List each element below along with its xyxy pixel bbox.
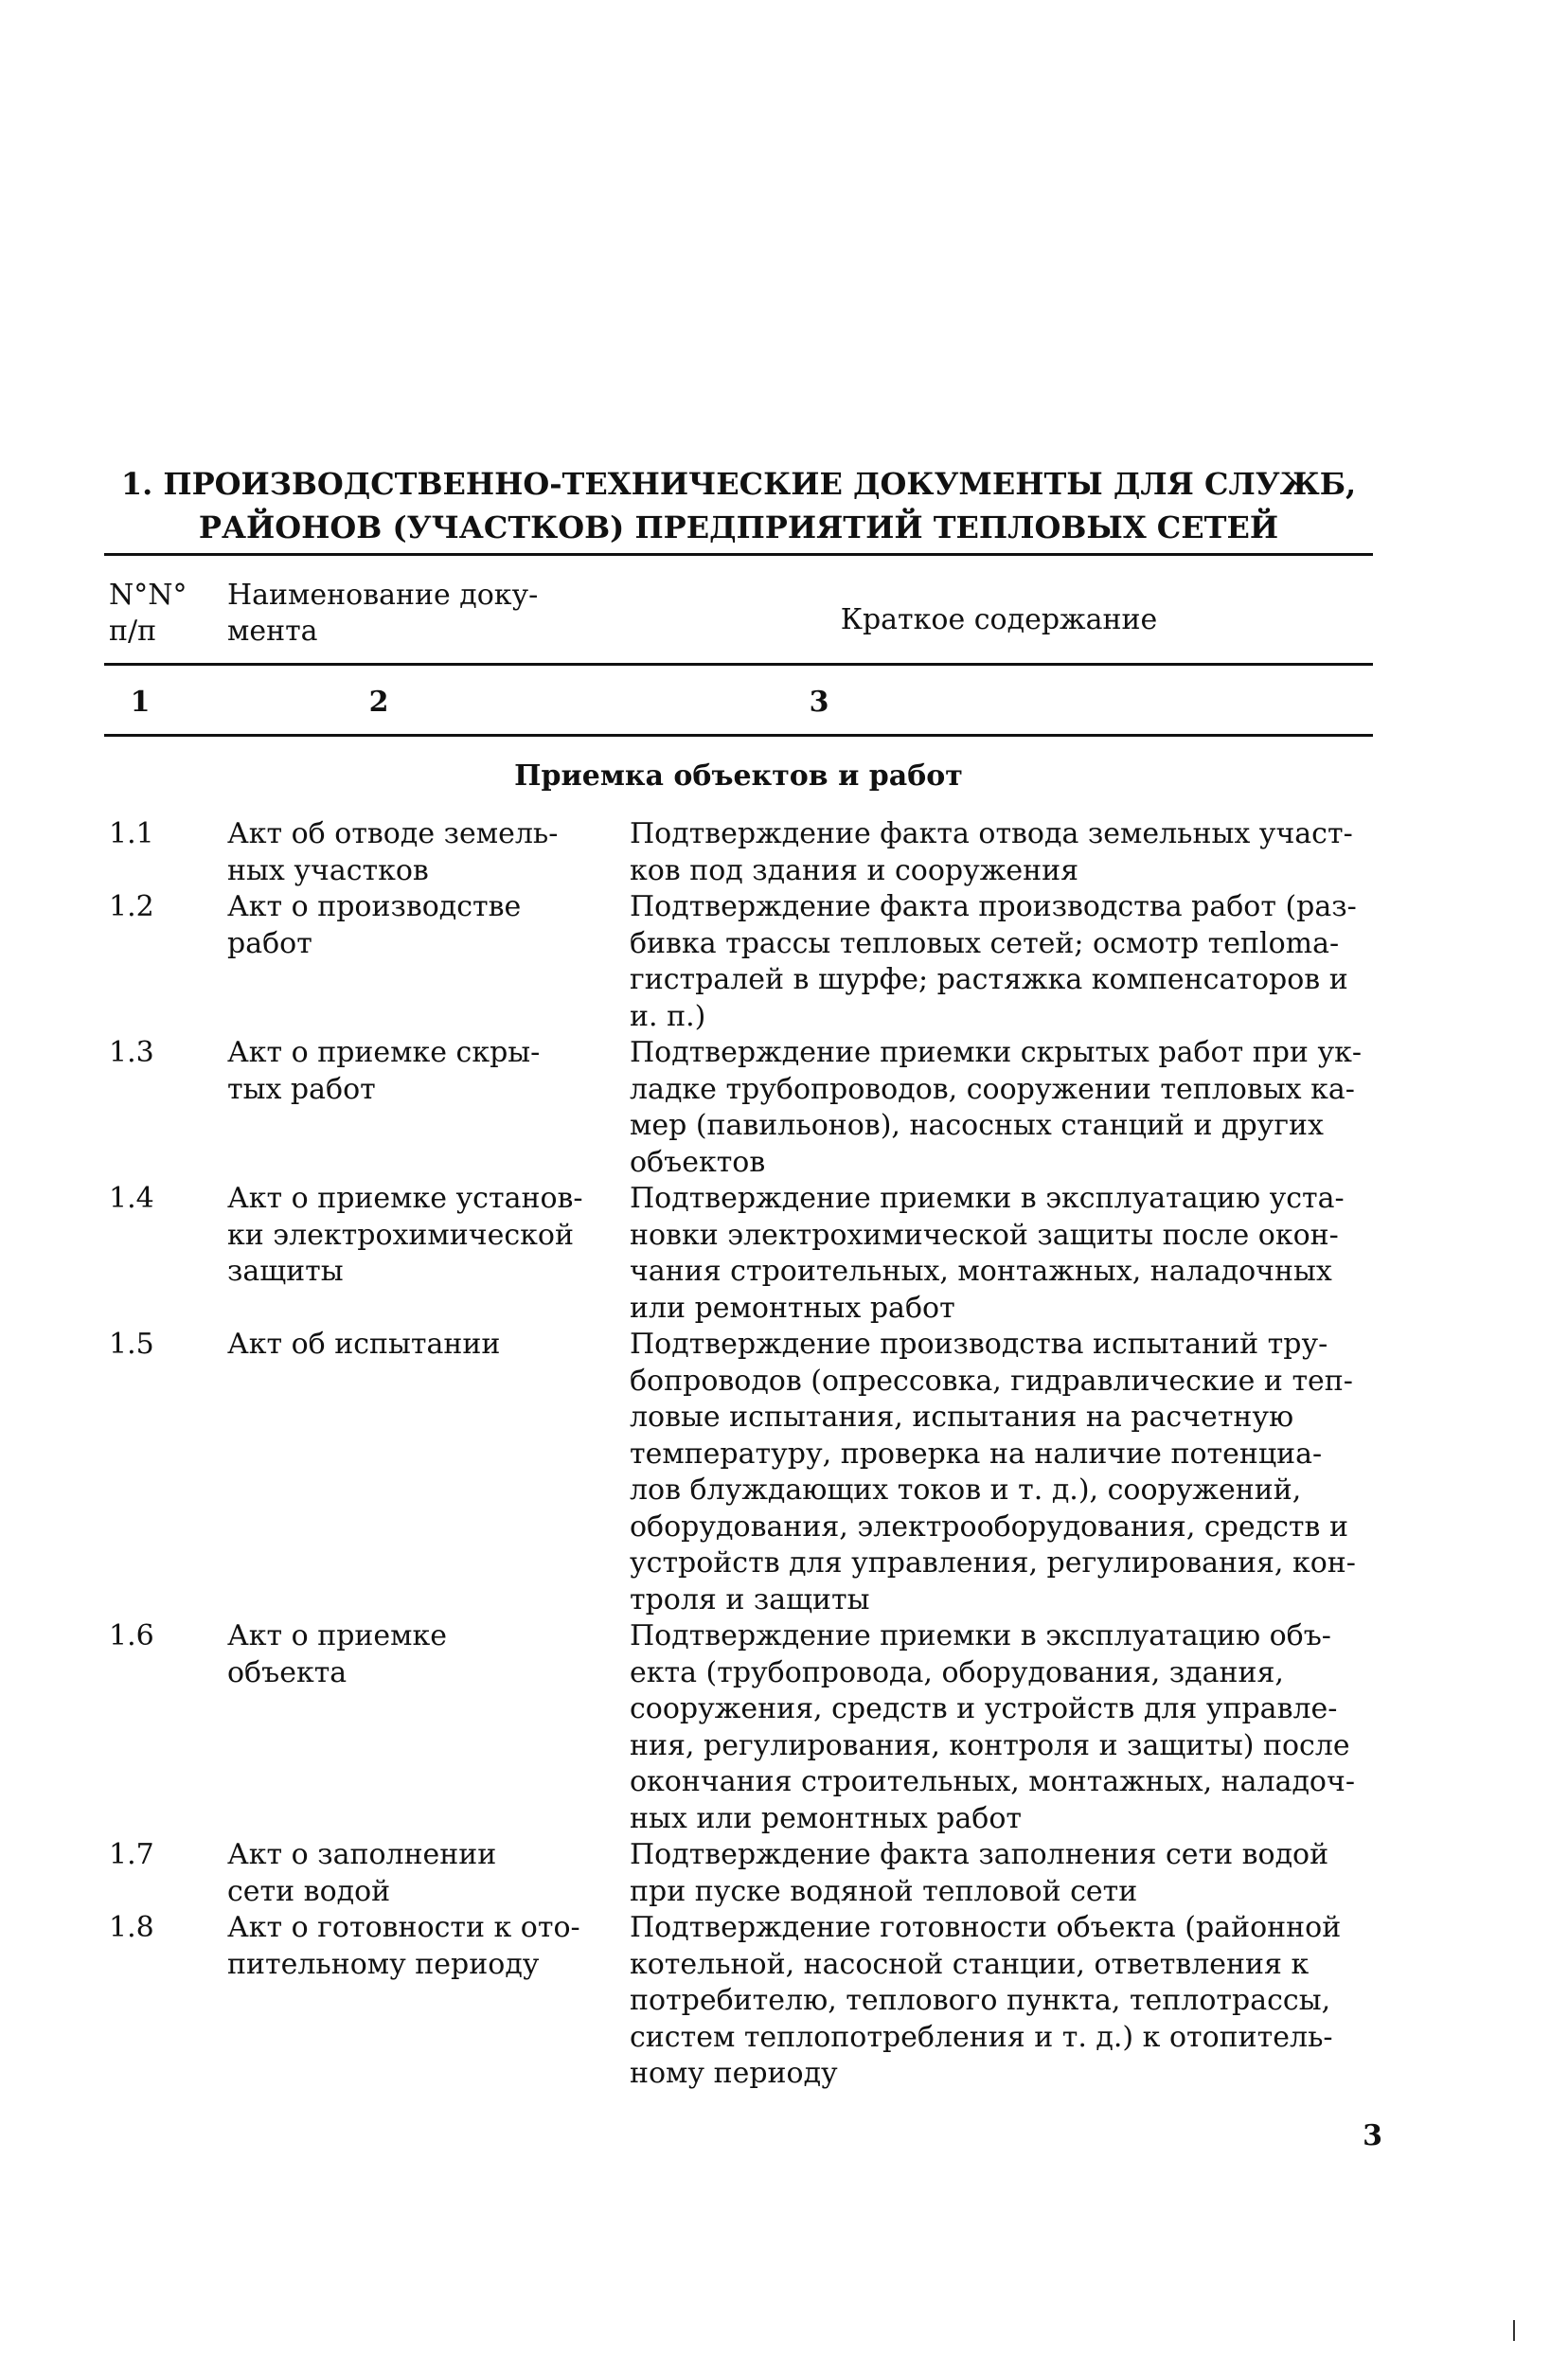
row-document-name: Акт об испытании <box>227 1328 501 1361</box>
row-content: Подтверждение приемки скрытых работ при ук- ладке трубопроводов, сооружении тепловых ка- мер (павильонов), насосных станций и других объектов <box>630 1036 1362 1179</box>
table-row <box>104 816 1373 889</box>
row-content: Подтверждение готовности объекта (районной котельной, насосной станции, ответвления к потребителю, теплового пункта, теплотрассы, систем теплопотребления и т. д.) к отопитель- ному периоду <box>630 1911 1342 2090</box>
table-row <box>104 1327 1373 1618</box>
row-number: 1.4 <box>109 1182 154 1215</box>
row-number: 1.8 <box>109 1911 154 1944</box>
row-content: Подтверждение факта заполнения сети водой при пуске водяной тепловой сети <box>630 1838 1329 1908</box>
table-body <box>104 816 1373 2093</box>
row-content: Подтверждение производства испытаний тру- бопроводов (опрессовка, гидравлические и теп- ловые испытания, испытания на расчетную температуру, проверка на наличие потенциа- лов блуждающих токов и т. д.), сооружений, оборудования, электрооборудования, средств и устройств для управления, регулирования, кон- троля и защиты <box>630 1328 1356 1616</box>
row-document-name: Акт о готовности к ото- пительному периоду <box>227 1911 580 1981</box>
row-content: Подтверждение приемки в эксплуатацию объ- екта (трубопровода, оборудования, здания, сооружения, средств и устройств для управле- ния, регулирования, контроля и защиты) после окончания строительных, монтажных, наладоч- ных или ремонтных работ <box>630 1619 1355 1835</box>
row-document-name: Акт о производстве работ <box>227 890 522 960</box>
section-heading: Приемка объектов и работ <box>514 759 963 793</box>
column-number-2: 2 <box>368 686 389 719</box>
row-content: Подтверждение факта отвода земельных участ- ков под здания и сооружения <box>630 817 1353 887</box>
row-document-name: Акт о приемке объекта <box>227 1619 447 1689</box>
table-row <box>104 889 1373 1035</box>
page-number: 3 <box>1363 2119 1382 2152</box>
title-line-1: 1. ПРОИЗВОДСТВЕННО-ТЕХНИЧЕСКИЕ ДОКУМЕНТЫ ДЛЯ СЛУЖБ, <box>120 466 1357 502</box>
row-document-name: Акт о заполнении сети водой <box>227 1838 497 1908</box>
column-number-3: 3 <box>809 686 829 719</box>
document-title <box>104 462 1373 549</box>
table-row <box>104 1035 1373 1181</box>
header-bottom-rule <box>104 663 1373 666</box>
row-content: Подтверждение факта производства работ (раз- бивка трассы тепловых сетей; осмотр тепloma- гистралей в шурфе; растяжка компенсаторов и и. п.) <box>630 890 1357 1033</box>
column-number-1: 1 <box>130 686 151 719</box>
title-line-2: РАЙОНОВ (УЧАСТКОВ) ПРЕДПРИЯТИЙ ТЕПЛОВЫХ СЕТЕЙ <box>198 509 1279 545</box>
table-row <box>104 1837 1373 1910</box>
row-number: 1.5 <box>109 1328 154 1361</box>
row-number: 1.3 <box>109 1036 154 1069</box>
table-row <box>104 1618 1373 1837</box>
row-content: Подтверждение приемки в эксплуатацию уста- новки электрохимической защиты после окон- чания строительных, монтажных, наладочных или ремонтных работ <box>630 1182 1345 1325</box>
row-document-name: Акт о приемке скры- тых работ <box>227 1036 541 1106</box>
row-number: 1.2 <box>109 890 154 923</box>
scan-mark <box>1513 2320 1515 2341</box>
row-document-name: Акт об отводе земель- ных участков <box>227 817 559 887</box>
table-top-rule <box>104 553 1373 556</box>
column-numbers-rule <box>104 734 1373 737</box>
row-number: 1.6 <box>109 1619 154 1652</box>
header-number: N°N° п/п <box>109 579 187 648</box>
table-row <box>104 1181 1373 1327</box>
row-document-name: Акт о приемке установ- ки электрохимической защиты <box>227 1182 583 1288</box>
header-document-name: Наименование доку- мента <box>227 579 539 648</box>
row-number: 1.1 <box>109 817 154 850</box>
header-content: Краткое содержание <box>840 603 1158 636</box>
row-number: 1.7 <box>109 1838 154 1871</box>
table-row <box>104 1910 1373 2093</box>
